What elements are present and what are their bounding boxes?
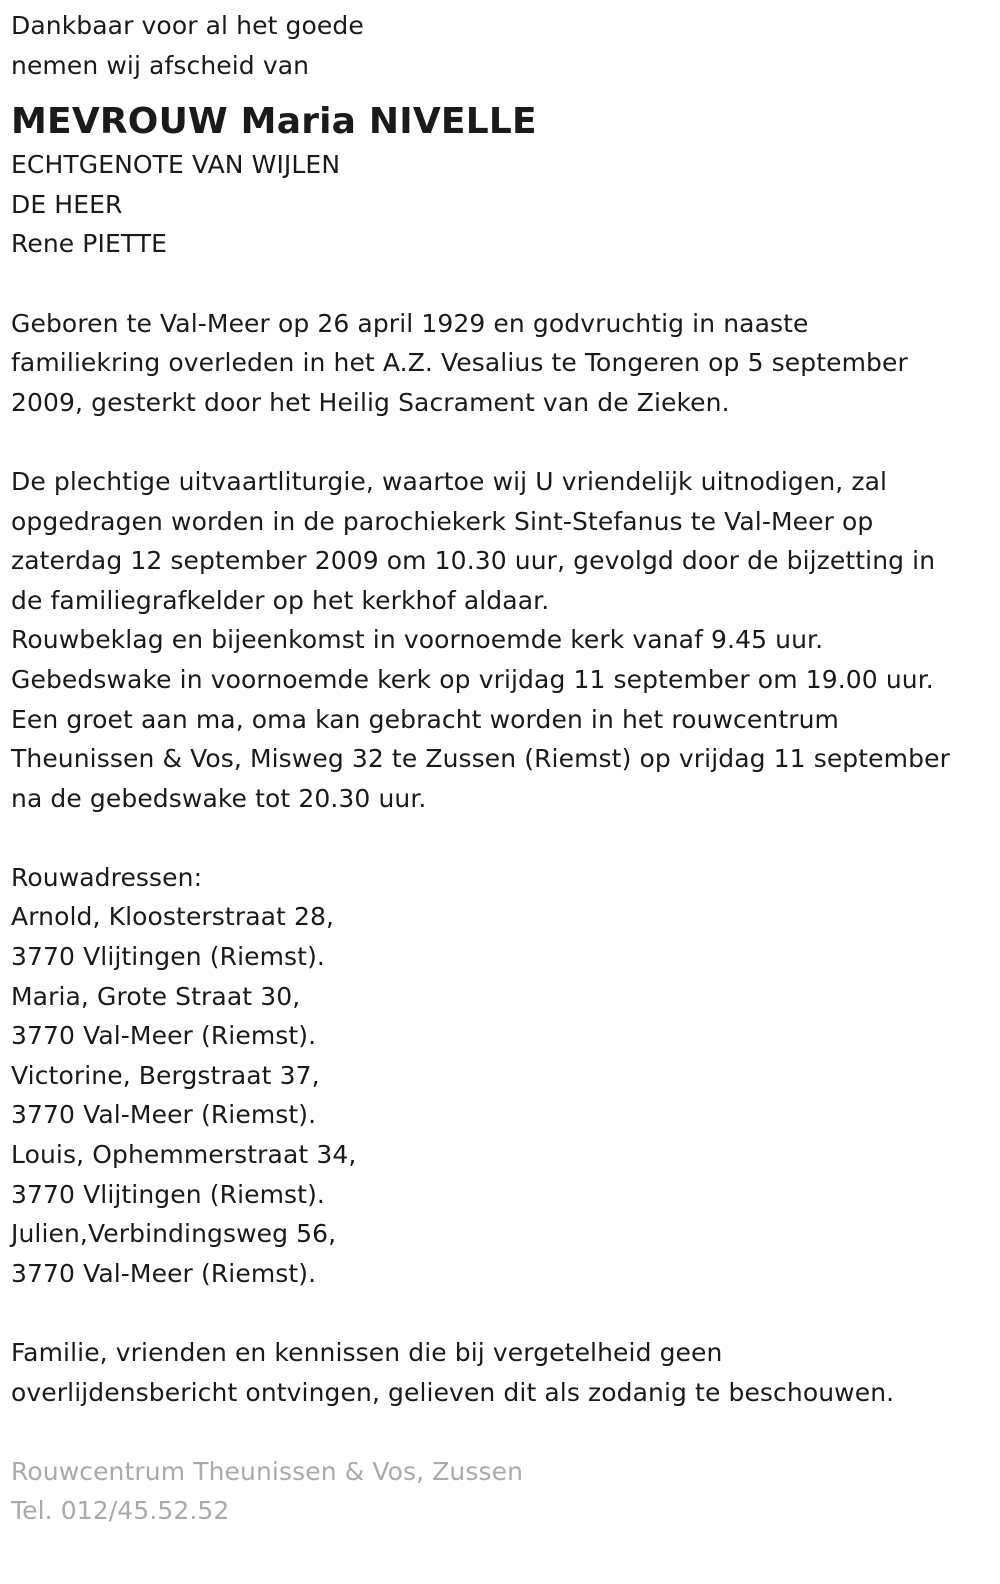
paragraph-line: Rouwbeklag en bijeenkomst in voornoemde kerk vanaf 9.45 uur.	[11, 625, 824, 655]
paragraph-line: 2009, gesterkt door het Heilig Sacrament van de Zieken.	[11, 387, 730, 417]
address-line: 3770 Val-Meer (Riemst).	[11, 1021, 317, 1051]
paragraph-line: Familie, vrienden en kennissen die bij vergetelheid geen	[11, 1338, 723, 1367]
spacer	[11, 264, 1000, 304]
intro-line: nemen wij afscheid van	[11, 50, 310, 80]
address-line: 3770 Vlijtingen (Riemst).	[11, 942, 325, 972]
paragraph-line: familiekring overleden in het A.Z. Vesalius te Tongeren op 5 september	[11, 348, 908, 378]
paragraph-line: De plechtige uitvaartliturgie, waartoe wij U vriendelijk uitnodigen, zal	[11, 466, 888, 496]
address-line: 3770 Vlijtingen (Riemst).	[11, 1179, 325, 1209]
spouse-line: DE HEER	[11, 189, 123, 219]
address-line: Arnold, Kloosterstraat 28,	[11, 902, 335, 932]
address-line: Maria, Grote Straat 30,	[11, 981, 301, 1011]
address-line: Victorine, Bergstraat 37,	[11, 1060, 320, 1090]
spacer	[11, 818, 1000, 858]
paragraph-line: zaterdag 12 september 2009 om 10.30 uur, gevolgd door de bijzetting in	[11, 546, 936, 576]
funeral-home-footer	[11, 1452, 1000, 1531]
paragraph-line: Theunissen & Vos, Misweg 32 te Zussen (Riemst) op vrijdag 11 september	[11, 744, 950, 774]
spacer	[11, 1412, 1000, 1452]
paragraph-line: opgedragen worden in de parochiekerk Sint-Stefanus te Val-Meer op	[11, 506, 874, 536]
paragraph-line: na de gebedswake tot 20.30 uur.	[11, 783, 427, 813]
address-line: Louis, Ophemmerstraat 34,	[11, 1140, 357, 1170]
closing-paragraph	[11, 1333, 1000, 1412]
spacer	[11, 422, 1000, 462]
deceased-name: MEVROUW Maria NIVELLE	[11, 101, 537, 143]
paragraph-line: Geboren te Val-Meer op 26 april 1929 en godvruchtig in naaste	[11, 308, 809, 338]
address-line: 3770 Val-Meer (Riemst).	[11, 1258, 317, 1288]
funeral-home-phone: Tel. 012/45.52.52	[11, 1496, 230, 1526]
addresses-heading: Rouwadressen:	[11, 862, 203, 892]
addresses-section	[11, 858, 1000, 1294]
ceremony-paragraph	[11, 462, 1000, 818]
paragraph-line: overlijdensbericht ontvingen, gelieven dit als zodanig te beschouwen.	[11, 1377, 895, 1407]
birth-death-paragraph	[11, 304, 1000, 423]
paragraph-line: Gebedswake in voornoemde kerk op vrijdag 11 september om 19.00 uur.	[11, 664, 934, 694]
intro-line: Dankbaar voor al het goede	[11, 11, 364, 40]
paragraph-line: Een groet aan ma, oma kan gebracht worden in het rouwcentrum	[11, 704, 840, 734]
spacer	[11, 1293, 1000, 1333]
spouse-line: Rene PIETTE	[11, 229, 168, 259]
paragraph-line: de familiegrafkelder op het kerkhof aldaar.	[11, 585, 550, 615]
funeral-home-name: Rouwcentrum Theunissen & Vos, Zussen	[11, 1456, 524, 1486]
address-line: 3770 Val-Meer (Riemst).	[11, 1100, 317, 1130]
address-line: Julien,Verbindingsweg 56,	[11, 1219, 337, 1249]
spouse-line: ECHTGENOTE VAN WIJLEN	[11, 150, 341, 180]
spacer	[11, 85, 1000, 99]
